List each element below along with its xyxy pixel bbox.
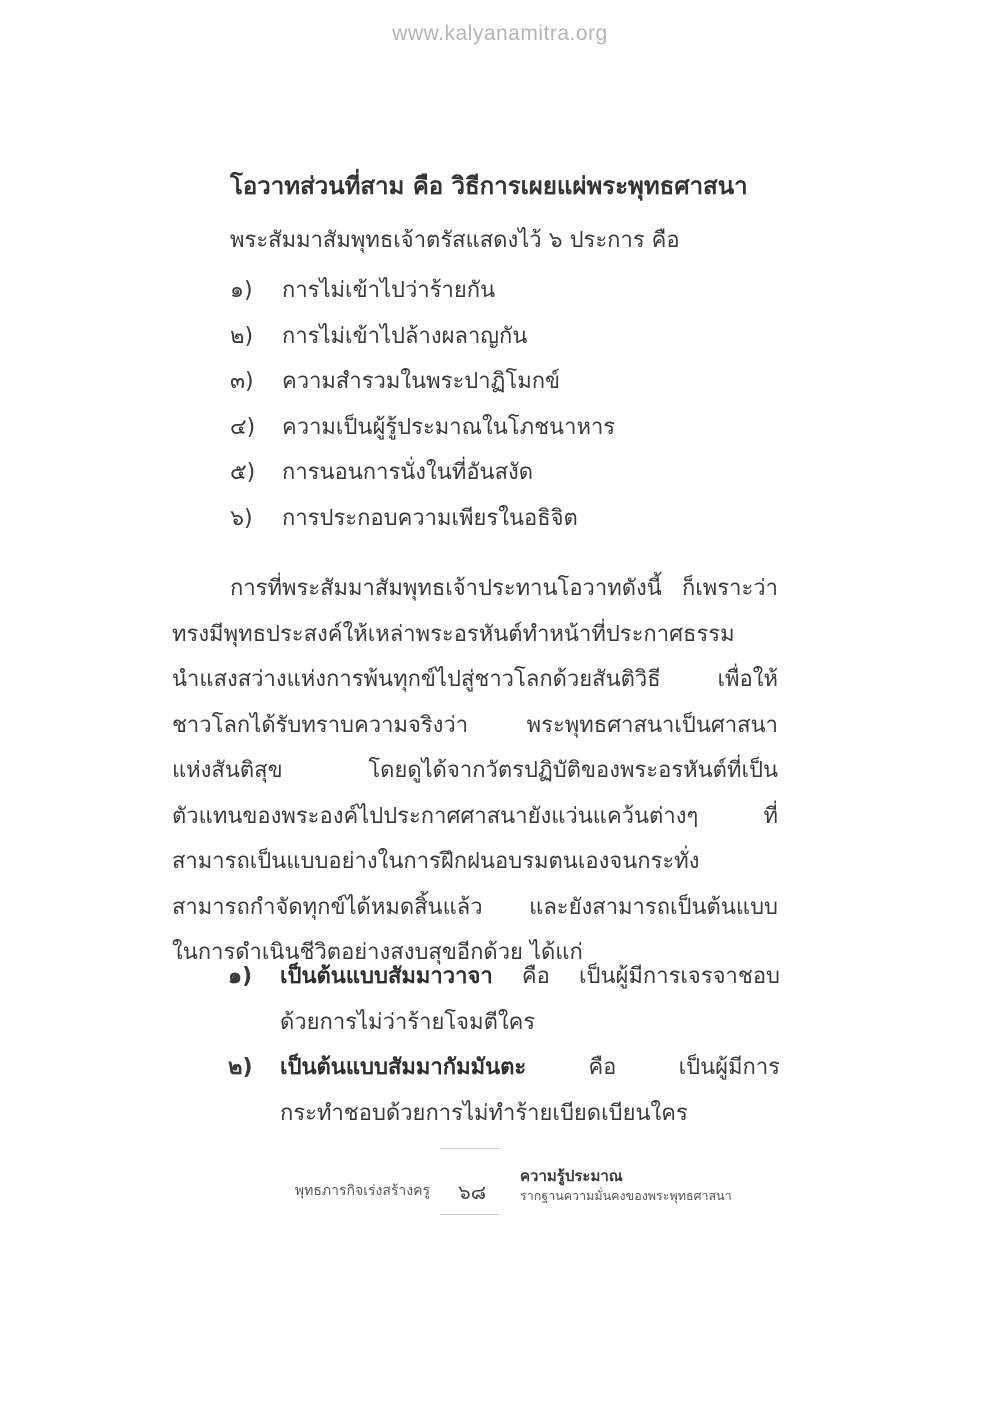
- paragraph-line: ทรงมีพุทธประสงค์ให้เหล่าพระอรหันต์ทำหน้าที่ประกาศธรรม: [172, 621, 735, 647]
- paragraph-line: ตัวแทนของพระองค์ไปประกาศศาสนายังแว่นแคว้นต่างๆ ที่: [172, 803, 778, 829]
- examples-list: [228, 954, 780, 1136]
- page-number: ๖๘: [458, 1180, 487, 1204]
- item-text: การนอนการนั่งในที่อันสงัด: [282, 460, 534, 485]
- item-number: ๔): [230, 414, 256, 440]
- item-number: ๕): [230, 460, 256, 485]
- item-number: ๓): [230, 369, 254, 394]
- example-title: เป็นต้นแบบสัมมาวาจา: [280, 964, 493, 989]
- paragraph-line: สามารถกำจัดทุกข์ได้หมดสิ้นแล้ว และยังสามารถเป็นต้นแบบ: [172, 894, 778, 920]
- chapter-subtitle: รากฐานความมั่นคงของพระพุทธศาสนา: [520, 1188, 732, 1203]
- item-number: ๑): [230, 278, 253, 303]
- example-number: ๒): [228, 1055, 253, 1080]
- example-desc-cont: ด้วยการไม่ว่าร้ายโจมตีใคร: [280, 1009, 536, 1035]
- intro-line: พระสัมมาสัมพุทธเจ้าตรัสแสดงไว้ ๖ ประการ คือ: [230, 228, 680, 253]
- paragraph-line: นำแสงสว่างแห่งการพ้นทุกข์ไปสู่ชาวโลกด้วยสันติวิธี เพื่อให้: [172, 667, 778, 692]
- paragraph-line: สามารถเป็นแบบอย่างในการฝึกฝนอบรมตนเองจนกระทั่ง: [172, 849, 700, 874]
- list-item: [230, 272, 615, 318]
- example-desc: คือ เป็นผู้มีการ: [526, 1055, 780, 1080]
- item-text: การไม่เข้าไปว่าร้ายกัน: [282, 278, 496, 303]
- paragraph-line: ชาวโลกได้รับทราบความจริงว่า พระพุทธศาสนาเป็นศาสนา: [172, 712, 778, 738]
- footer-ornament: [440, 1148, 500, 1149]
- item-text: การประกอบความเพียรในอธิจิต: [282, 505, 578, 531]
- footer-ornament: [440, 1214, 500, 1215]
- list-item: [230, 318, 615, 364]
- item-text: ความสำรวมในพระปาฏิโมกข์: [282, 369, 561, 394]
- example-item: [228, 954, 780, 1045]
- item-text: การไม่เข้าไปล้างผลาญกัน: [282, 323, 528, 349]
- list-item: [230, 363, 615, 409]
- paragraph-line: ในการดำเนินชีวิตอย่างสงบสุขอีกด้วย ได้แก่: [172, 940, 583, 965]
- principles-list: [230, 272, 615, 545]
- watermark-url: www.kalyanamitra.org: [392, 22, 608, 45]
- item-text: ความเป็นผู้รู้ประมาณในโภชนาหาร: [282, 414, 616, 440]
- section-heading: โอวาทส่วนที่สาม คือ วิธีการเผยแผ่พระพุทธศาสนา: [230, 172, 748, 200]
- list-item: [230, 409, 615, 455]
- book-title: พุทธภารกิจเร่งสร้างครู: [294, 1183, 430, 1199]
- item-number: ๒): [230, 323, 254, 349]
- list-item: [230, 500, 615, 546]
- example-number: ๑): [228, 964, 253, 989]
- body-paragraph: [172, 566, 778, 976]
- paragraph-line: แห่งสันติสุข โดยดูได้จากวัตรปฏิบัติของพระอรหันต์ที่เป็น: [172, 758, 778, 783]
- example-item: [228, 1045, 780, 1136]
- chapter-title: ความรู้ประมาณ: [520, 1167, 623, 1185]
- example-title: เป็นต้นแบบสัมมากัมมันตะ: [280, 1055, 527, 1080]
- item-number: ๖): [230, 505, 253, 531]
- example-desc: คือ เป็นผู้มีการเจรจาชอบ: [492, 964, 780, 989]
- paragraph-line: การที่พระสัมมาสัมพุทธเจ้าประทานโอวาทดังนี้ ก็เพราะว่า: [230, 576, 778, 601]
- example-desc-cont: กระทำชอบด้วยการไม่ทำร้ายเบียดเบียนใคร: [280, 1100, 688, 1126]
- list-item: [230, 454, 615, 500]
- page-footer: [0, 1140, 1000, 1220]
